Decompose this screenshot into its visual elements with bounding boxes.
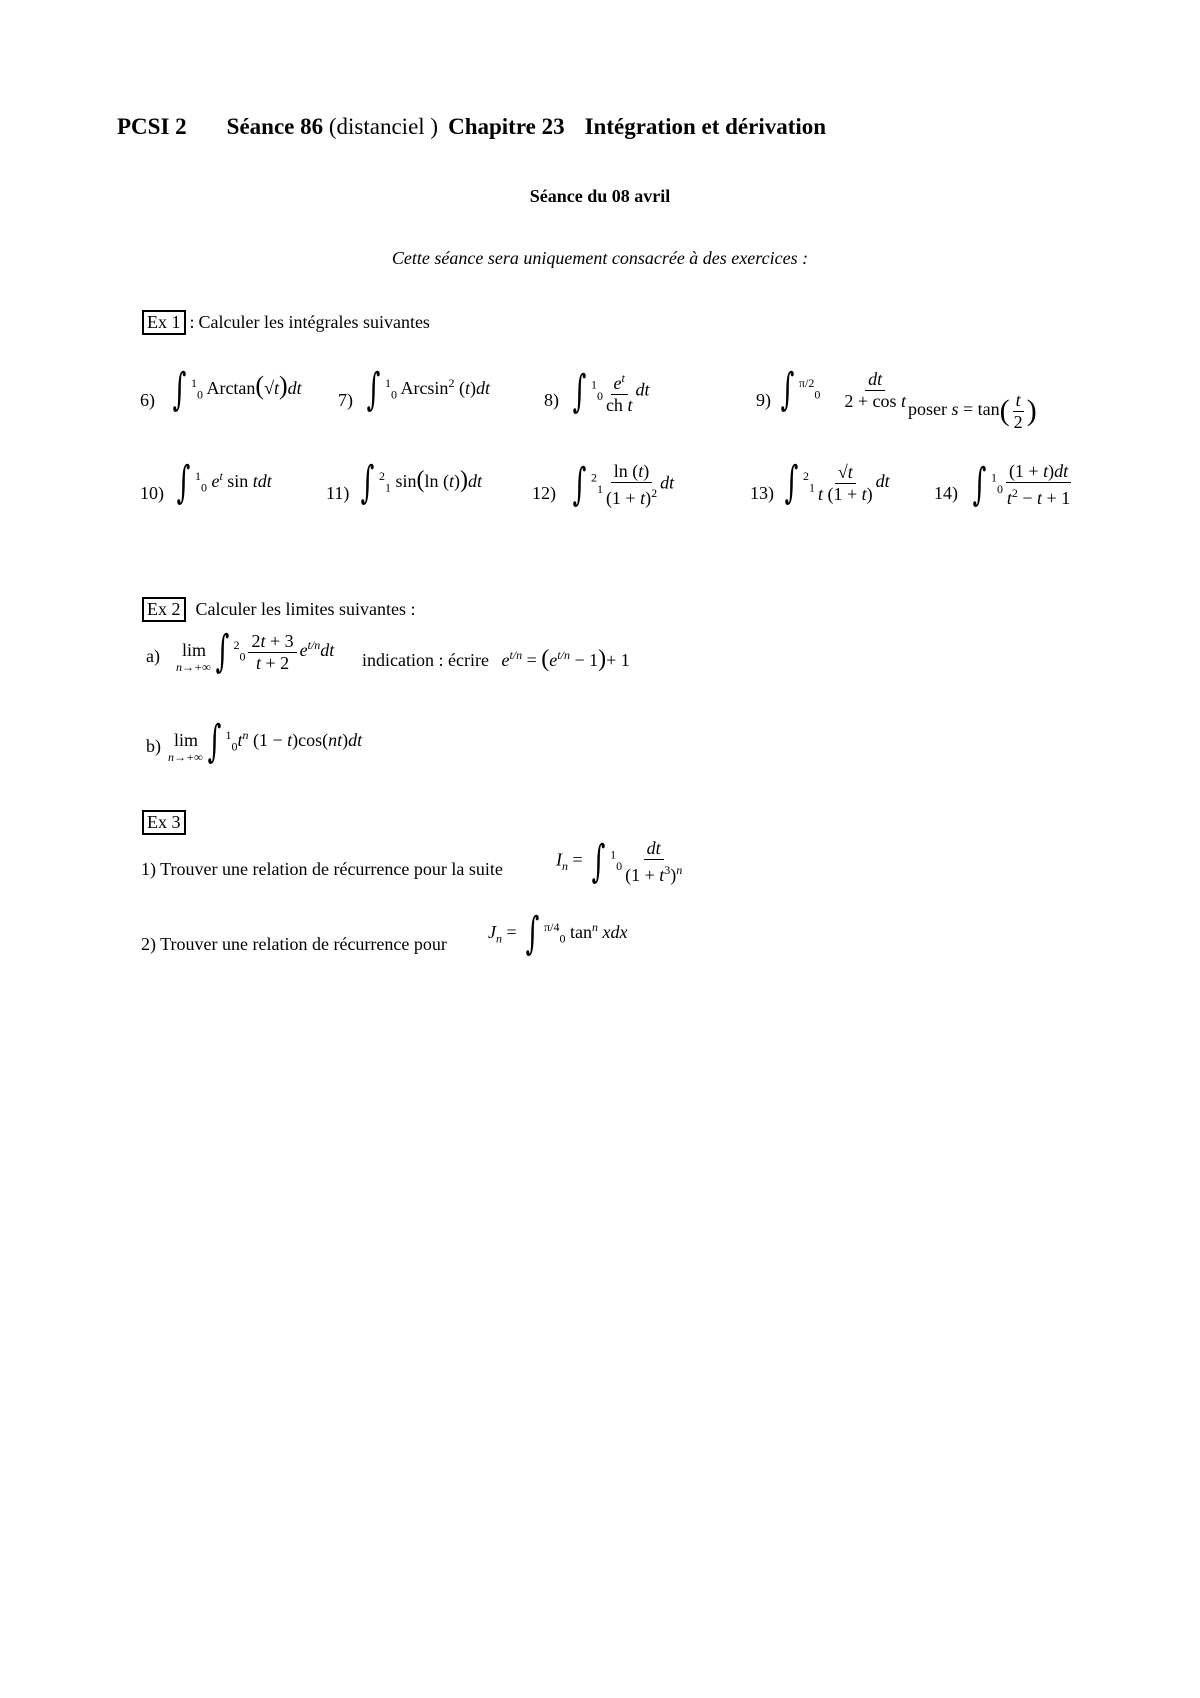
ex3-heading bbox=[142, 810, 186, 835]
ex3-label: Ex 3 bbox=[142, 810, 186, 835]
chapter-topic: Intégration et dérivation bbox=[584, 114, 827, 139]
hint-a-text: indication : écrire bbox=[362, 650, 489, 670]
integral-13: ∫ $^2_1$ $\frac{√t}{t (1 + t)}$ dt bbox=[784, 457, 890, 508]
ex3-q1: 1) Trouver une relation de récurrence pour la suite bbox=[141, 859, 503, 879]
integral-7: ∫ $^1_0$ Arcsin$^2$ (t)dt bbox=[366, 364, 490, 415]
ex1-instruction: Calculer les intégrales suivantes bbox=[198, 312, 430, 332]
item-14-label: 14) bbox=[934, 483, 958, 503]
limit-b: lim n→+∞ ∫ $^1_0t^n$ (1 − t)cos(nt)dt bbox=[168, 716, 363, 767]
item-10-label: 10) bbox=[140, 483, 164, 503]
seance-mode: (distanciel ) bbox=[328, 114, 439, 139]
sequence-In: $I_n$ = ∫ $^1_0$ $\frac{dt}{(1 + t^3)^n}$ bbox=[556, 835, 683, 887]
ex2-b-label: b) bbox=[146, 736, 161, 756]
intro-text: Cette séance sera uniquement consacrée à des exercices : bbox=[391, 248, 809, 268]
seance-number: Séance 86 bbox=[226, 114, 324, 139]
class-name: PCSI 2 bbox=[117, 114, 187, 139]
ex1-heading bbox=[142, 310, 430, 335]
item-13-label: 13) bbox=[750, 483, 774, 503]
page-header bbox=[117, 114, 826, 140]
item-12-label: 12) bbox=[532, 483, 556, 503]
item-9-label: 9) bbox=[756, 390, 771, 410]
item-6-label: 6) bbox=[140, 390, 155, 410]
ex2-instruction: Calculer les limites suivantes : bbox=[195, 599, 416, 619]
integral-11: ∫ $^2_1$ sin(ln (t))dt bbox=[360, 457, 482, 508]
ex1-colon: : bbox=[189, 312, 195, 332]
item-8-label: 8) bbox=[544, 390, 559, 410]
chapter-number: Chapitre 23 bbox=[448, 114, 565, 139]
lim-a-text: lim bbox=[182, 640, 207, 661]
ex2-label: Ex 2 bbox=[142, 597, 186, 622]
integral-10: ∫ $^1_0$ $e^t$ sin tdt bbox=[176, 457, 272, 508]
limit-a: lim n→+∞ ∫ $^2_0$ $\frac{2t + 3}{t + 2}$ $e^{t/n}dt$ bbox=[176, 626, 335, 677]
ex2-a-label: a) bbox=[146, 646, 160, 666]
integral-8: ∫ $^1_0$ $\frac{e^t}{\text{ch t}}$ dt bbox=[572, 365, 650, 417]
lim-b-text: lim bbox=[174, 730, 199, 751]
seance-date: Séance du 08 avril bbox=[529, 186, 671, 206]
hint-9-text: poser bbox=[908, 399, 947, 420]
ex2-a-hint: indication : écrire $e^{t/n} = (e^{t/n} - 1)+ 1$ bbox=[362, 646, 630, 672]
ex3-q2: 2) Trouver une relation de récurrence pour bbox=[141, 934, 447, 954]
lim-a-sub: n→+∞ bbox=[176, 660, 211, 675]
integral-12: ∫ $^2_1$ $\frac{\ln (t)}{(1 + t)^2}$ dt bbox=[572, 458, 675, 510]
item-7-label: 7) bbox=[338, 390, 353, 410]
item-11-label: 11) bbox=[326, 483, 350, 503]
ex1-label: Ex 1 bbox=[142, 310, 186, 335]
integral-9: ∫ $^{\pi/2}_0$ $\frac{dt}{\text{2 + cos t}}$ bbox=[780, 364, 907, 415]
lim-b-sub: n→+∞ bbox=[168, 750, 203, 765]
ex2-heading bbox=[142, 597, 415, 622]
sequence-Jn: $J_n$ = ∫ $^{\pi/4}_0$ $\tan^n$ xdx bbox=[488, 908, 628, 959]
integral-6: ∫ $^1_0$ Arctan(√t)dt bbox=[172, 364, 302, 415]
item-9-hint: poser s = tan( $\frac{t}{2}$ ) bbox=[908, 390, 1037, 432]
integral-14: ∫ $^1_0$ $\frac{(1 + t)dt}{t^2 - t + 1}$ bbox=[972, 458, 1071, 510]
